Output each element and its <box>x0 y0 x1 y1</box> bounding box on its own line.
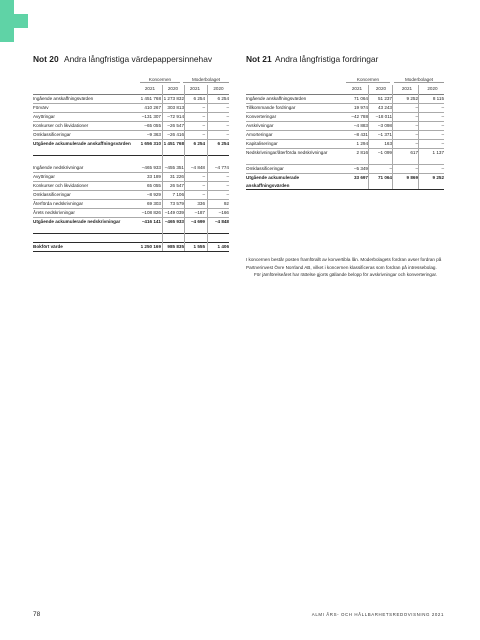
cell-value: – <box>202 132 205 137</box>
cell-value: 1 656 310 <box>140 141 161 146</box>
cell-value: 33 697 <box>353 175 368 180</box>
table-row <box>33 122 229 131</box>
cell-value: – <box>441 105 444 110</box>
explanation-paragraph: För jämförelseåret har rättelse gjorts gällande belopp för avskrivningar och konverteringar. <box>254 272 438 278</box>
note-20-table <box>33 95 229 252</box>
table-row <box>246 113 444 122</box>
note-21-year-header <box>246 85 444 95</box>
table-total-row <box>33 242 229 252</box>
cell-value: – <box>202 174 205 179</box>
group-moderbolaget-label: Moderbolaget <box>394 77 444 83</box>
column-divider <box>184 85 185 251</box>
cell-value: –5 349 <box>353 166 368 171</box>
table-total-row <box>33 140 229 156</box>
row-label: Utgående ackumulerade nedskrivningar <box>33 219 121 224</box>
table-total-row <box>33 218 229 234</box>
cell-value: –1 371 <box>377 132 392 137</box>
column-divider <box>207 85 208 251</box>
cell-value: 1 406 <box>217 244 229 249</box>
cell-value: 51 237 <box>377 96 392 101</box>
cell-value: 43 243 <box>377 105 392 110</box>
note-21-number: Not 21 <box>246 54 272 64</box>
corner-accent-bar <box>0 14 28 28</box>
year-header: 2020 <box>167 86 179 91</box>
row-label: Avyttringar <box>33 174 55 179</box>
cell-value: – <box>415 114 418 119</box>
row-label: Avyttringar <box>33 114 55 119</box>
row-label: Ingående nedskrivningar <box>33 165 84 170</box>
cell-value: – <box>202 114 205 119</box>
cell-value: 6 254 <box>193 96 205 101</box>
cell-value: –416 141 <box>141 219 161 224</box>
cell-value: 33 189 <box>146 174 161 179</box>
cell-value: –4 883 <box>353 123 368 128</box>
note-20-heading <box>33 54 229 76</box>
cell-value: – <box>202 123 205 128</box>
table-row <box>246 104 444 113</box>
cell-value: –8 431 <box>353 132 368 137</box>
cell-value: 26 547 <box>169 183 184 188</box>
column-divider <box>392 85 393 189</box>
row-label: Konverteringar <box>246 114 277 119</box>
row-label: Återförda nedskrivningar <box>33 201 84 206</box>
cell-value: – <box>226 105 229 110</box>
year-header: 2020 <box>213 86 224 91</box>
group-koncernen-label: Koncernen <box>140 77 180 83</box>
cell-value: – <box>441 141 444 146</box>
row-label: Utgående ackumulerade anskaffningsvärden <box>246 175 300 188</box>
cell-value: 1 451 768 <box>140 96 161 101</box>
cell-value: –65 055 <box>144 123 161 128</box>
cell-value: 31 226 <box>169 174 184 179</box>
table-row <box>33 200 229 209</box>
row-label: Omklassificeringar <box>246 166 284 171</box>
cell-value: – <box>202 192 205 197</box>
row-label: Kapitaliseringar <box>246 141 278 146</box>
cell-value: –42 788 <box>351 114 368 119</box>
cell-value: –166 <box>218 210 229 215</box>
cell-value: 336 <box>197 201 205 206</box>
corner-accent-square <box>0 0 14 14</box>
cell-value: –4 848 <box>214 219 229 224</box>
cell-value: –4 848 <box>190 165 205 170</box>
cell-value: – <box>226 132 229 137</box>
row-label: Utgående ackumulerade anskaffningsvärden <box>33 141 131 146</box>
cell-value: – <box>441 114 444 119</box>
row-label: Tillkommande fordringar <box>246 105 296 110</box>
cell-value: 92 <box>223 201 229 206</box>
page-number: 78 <box>33 611 41 618</box>
table-row <box>246 149 444 165</box>
cell-value: – <box>202 183 205 188</box>
group-koncernen-label: Koncernen <box>346 77 390 83</box>
cell-value: 1 294 <box>356 141 368 146</box>
year-header: 2021 <box>144 86 156 91</box>
table-row <box>246 95 444 104</box>
cell-value: – <box>202 105 205 110</box>
note-21 <box>246 54 444 190</box>
year-header: 2020 <box>375 86 387 91</box>
note-20 <box>33 54 229 252</box>
table-row <box>33 191 229 200</box>
row-label: Konkurser och likvidationer <box>33 183 89 188</box>
cell-value: 8 115 <box>432 96 444 101</box>
cell-value: –4 699 <box>190 219 205 224</box>
cell-value: 71 064 <box>377 175 392 180</box>
note-21-explanation <box>246 256 442 279</box>
column-divider <box>368 85 369 189</box>
row-label: Omklassificeringar <box>33 132 71 137</box>
cell-value: 410 267 <box>144 105 161 110</box>
row-label: Förvärv <box>33 105 49 110</box>
year-header: 2021 <box>401 86 413 91</box>
table-row <box>33 182 229 191</box>
row-label: Ingående anskaffningsvärden <box>246 96 307 101</box>
table-row <box>33 95 229 104</box>
row-label: Amorteringar <box>246 132 273 137</box>
cell-value: 617 <box>410 150 418 155</box>
cell-value: – <box>415 105 418 110</box>
group-moderbolaget-label: Moderbolaget <box>183 77 229 83</box>
row-label: Omklassificeringar <box>33 192 71 197</box>
cell-value: – <box>226 114 229 119</box>
cell-value: –26 416 <box>167 132 184 137</box>
cell-value: – <box>415 132 418 137</box>
cell-value: –455 351 <box>164 165 184 170</box>
cell-value: 1 555 <box>193 244 205 249</box>
note-21-title: Andra långfristiga fordringar <box>275 54 379 64</box>
table-row <box>33 209 229 218</box>
cell-value: –8 929 <box>146 192 161 197</box>
column-divider <box>418 85 419 189</box>
cell-value: 9 252 <box>432 175 444 180</box>
cell-value: – <box>415 141 418 146</box>
cell-value: – <box>226 123 229 128</box>
corner-accent-square-lower <box>0 28 14 42</box>
note-20-number: Not 20 <box>33 54 59 64</box>
row-label: Nedskrivningar/återförda nedskrivningar <box>246 150 328 155</box>
year-header: 2021 <box>189 86 201 91</box>
note-21-heading <box>246 54 444 76</box>
cell-value: – <box>441 166 444 171</box>
cell-value: – <box>226 183 229 188</box>
cell-value: 303 813 <box>167 105 184 110</box>
cell-value: – <box>226 174 229 179</box>
year-header: 2021 <box>351 86 363 91</box>
cell-value: 7 106 <box>172 192 184 197</box>
cell-value: – <box>415 166 418 171</box>
table-row <box>246 140 444 149</box>
cell-value: 69 303 <box>146 201 161 206</box>
note-20-year-header <box>33 85 229 95</box>
cell-value: 1 273 832 <box>163 96 184 101</box>
table-row <box>33 113 229 122</box>
table-row <box>246 122 444 131</box>
table-row <box>33 104 229 113</box>
cell-value: 9 252 <box>406 96 418 101</box>
table-row <box>246 165 444 174</box>
row-label: Avskrivningar <box>246 123 274 128</box>
table-row <box>33 164 229 173</box>
cell-value: 6 254 <box>217 96 229 101</box>
table-total-row <box>246 174 444 190</box>
table-row <box>246 131 444 140</box>
cell-value: 6 254 <box>193 141 205 146</box>
table-row <box>33 131 229 140</box>
cell-value: 2 816 <box>356 150 368 155</box>
cell-value: –9 363 <box>146 132 161 137</box>
table-spacer <box>33 234 229 242</box>
cell-value: – <box>441 132 444 137</box>
cell-value: – <box>415 123 418 128</box>
cell-value: –149 039 <box>164 210 184 215</box>
cell-value: 65 055 <box>146 183 161 188</box>
cell-value: – <box>441 123 444 128</box>
cell-value: 73 579 <box>169 201 184 206</box>
cell-value: –108 826 <box>141 210 161 215</box>
note-20-group-header <box>33 76 229 85</box>
cell-value: 71 064 <box>353 96 368 101</box>
cell-value: –3 098 <box>377 123 392 128</box>
row-label: Ingående anskaffningsvärden <box>33 96 94 101</box>
explanation-paragraph: I koncernen består posten framförallt av konvertibla lån. Moderbolagets fordran avser fordran på Partnerinvest Övre Norrland AB, vilket i koncernen klassificeras som fordran på intressebolag. <box>246 257 442 270</box>
cell-value: – <box>389 166 392 171</box>
cell-value: 163 <box>384 141 392 146</box>
cell-value: – <box>226 192 229 197</box>
cell-value: –1 099 <box>377 150 392 155</box>
cell-value: 9 869 <box>406 175 418 180</box>
cell-value: 1 451 768 <box>163 141 184 146</box>
note-21-group-header <box>246 76 444 85</box>
footer-text: ALMI ÅRS- OCH HÅLLBARHETSREDOVISNING 2021 <box>311 612 444 617</box>
cell-value: 6 254 <box>217 141 229 146</box>
note-20-title: Andra långfristiga värdepappersinnehav <box>64 54 213 64</box>
cell-value: –72 914 <box>167 114 184 119</box>
row-label: Bokfört värde <box>33 244 63 249</box>
column-divider <box>162 85 163 251</box>
cell-value: 1 137 <box>432 150 444 155</box>
row-label: Årets nedskrivningar <box>33 210 75 215</box>
table-row <box>33 173 229 182</box>
note-21-table <box>246 95 444 190</box>
table-spacer <box>33 156 229 164</box>
year-header: 2020 <box>427 86 438 91</box>
cell-value: –131 307 <box>141 114 161 119</box>
row-label: Konkurser och likvidationer <box>33 123 89 128</box>
cell-value: –4 774 <box>214 165 229 170</box>
cell-value: –465 933 <box>141 165 161 170</box>
cell-value: –18 011 <box>375 114 392 119</box>
cell-value: –465 933 <box>164 219 184 224</box>
cell-value: 19 974 <box>353 105 368 110</box>
cell-value: –187 <box>194 210 205 215</box>
cell-value: 1 250 169 <box>140 244 161 249</box>
cell-value: –26 547 <box>167 123 184 128</box>
cell-value: 985 835 <box>167 244 184 249</box>
